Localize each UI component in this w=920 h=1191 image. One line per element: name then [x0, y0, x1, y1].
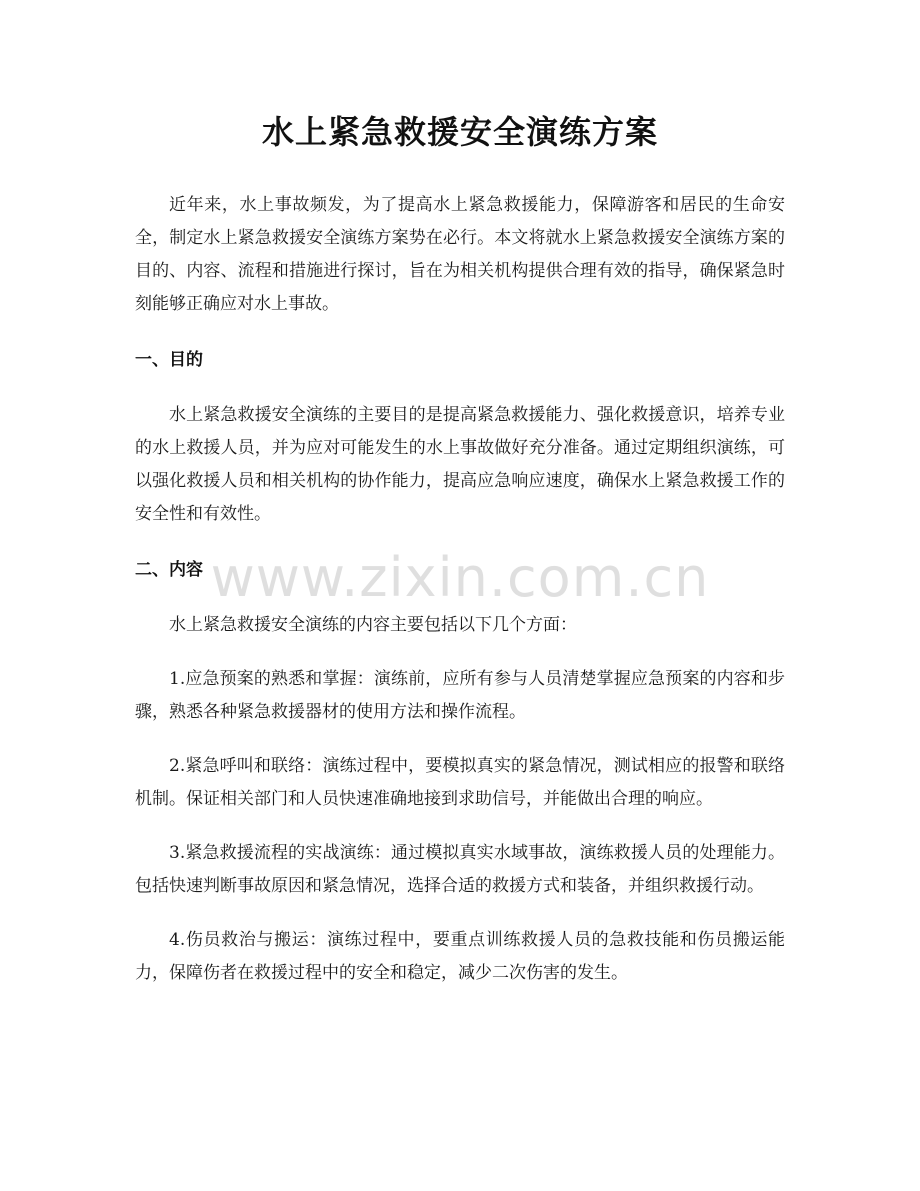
watermark: www.zixin.com.cn: [210, 546, 710, 609]
section-heading-purpose: 一、目的: [135, 350, 203, 370]
content-item-2: 2.紧急呼叫和联络：演练过程中，要模拟真实的紧急情况，测试相应的报警和联络机制。保证相关部门和人员快速准确地接到求助信号，并能做出合理的响应。: [135, 756, 785, 809]
content-item-4: 4.伤员救治与搬运：演练过程中，要重点训练救援人员的急救技能和伤员搬运能力，保障伤者在救援过程中的安全和稳定，减少二次伤害的发生。: [135, 930, 785, 983]
intro-paragraph: 近年来，水上事故频发，为了提高水上紧急救援能力，保障游客和居民的生命安全，制定水上紧急救援安全演练方案势在必行。本文将就水上紧急救援安全演练方案的目的、内容、流程和措施进行探讨，旨在为相关机构提供合理有效的指导，确保紧急时刻能够正确应对水上事故。: [135, 195, 785, 314]
content-intro-paragraph: 水上紧急救援安全演练的内容主要包括以下几个方面：: [169, 615, 577, 635]
document-title: 水上紧急救援安全演练方案: [261, 113, 658, 151]
section-heading-content: 二、内容: [135, 560, 203, 580]
content-item-3: 3.紧急救援流程的实战演练：通过模拟真实水域事故，演练救援人员的处理能力。包括快速判断事故原因和紧急情况，选择合适的救援方式和装备，并组织救援行动。: [135, 843, 785, 896]
content-item-1: 1.应急预案的熟悉和掌握：演练前，应所有参与人员清楚掌握应急预案的内容和步骤，熟悉各种紧急救援器材的使用方法和操作流程。: [135, 669, 785, 722]
purpose-paragraph: 水上紧急救援安全演练的主要目的是提高紧急救援能力、强化救援意识，培养专业的水上救援人员，并为应对可能发生的水上事故做好充分准备。通过定期组织演练，可以强化救援人员和相关机构的协作能力，提高应急响应速度，确保水上紧急救援工作的安全性和有效性。: [135, 405, 785, 524]
